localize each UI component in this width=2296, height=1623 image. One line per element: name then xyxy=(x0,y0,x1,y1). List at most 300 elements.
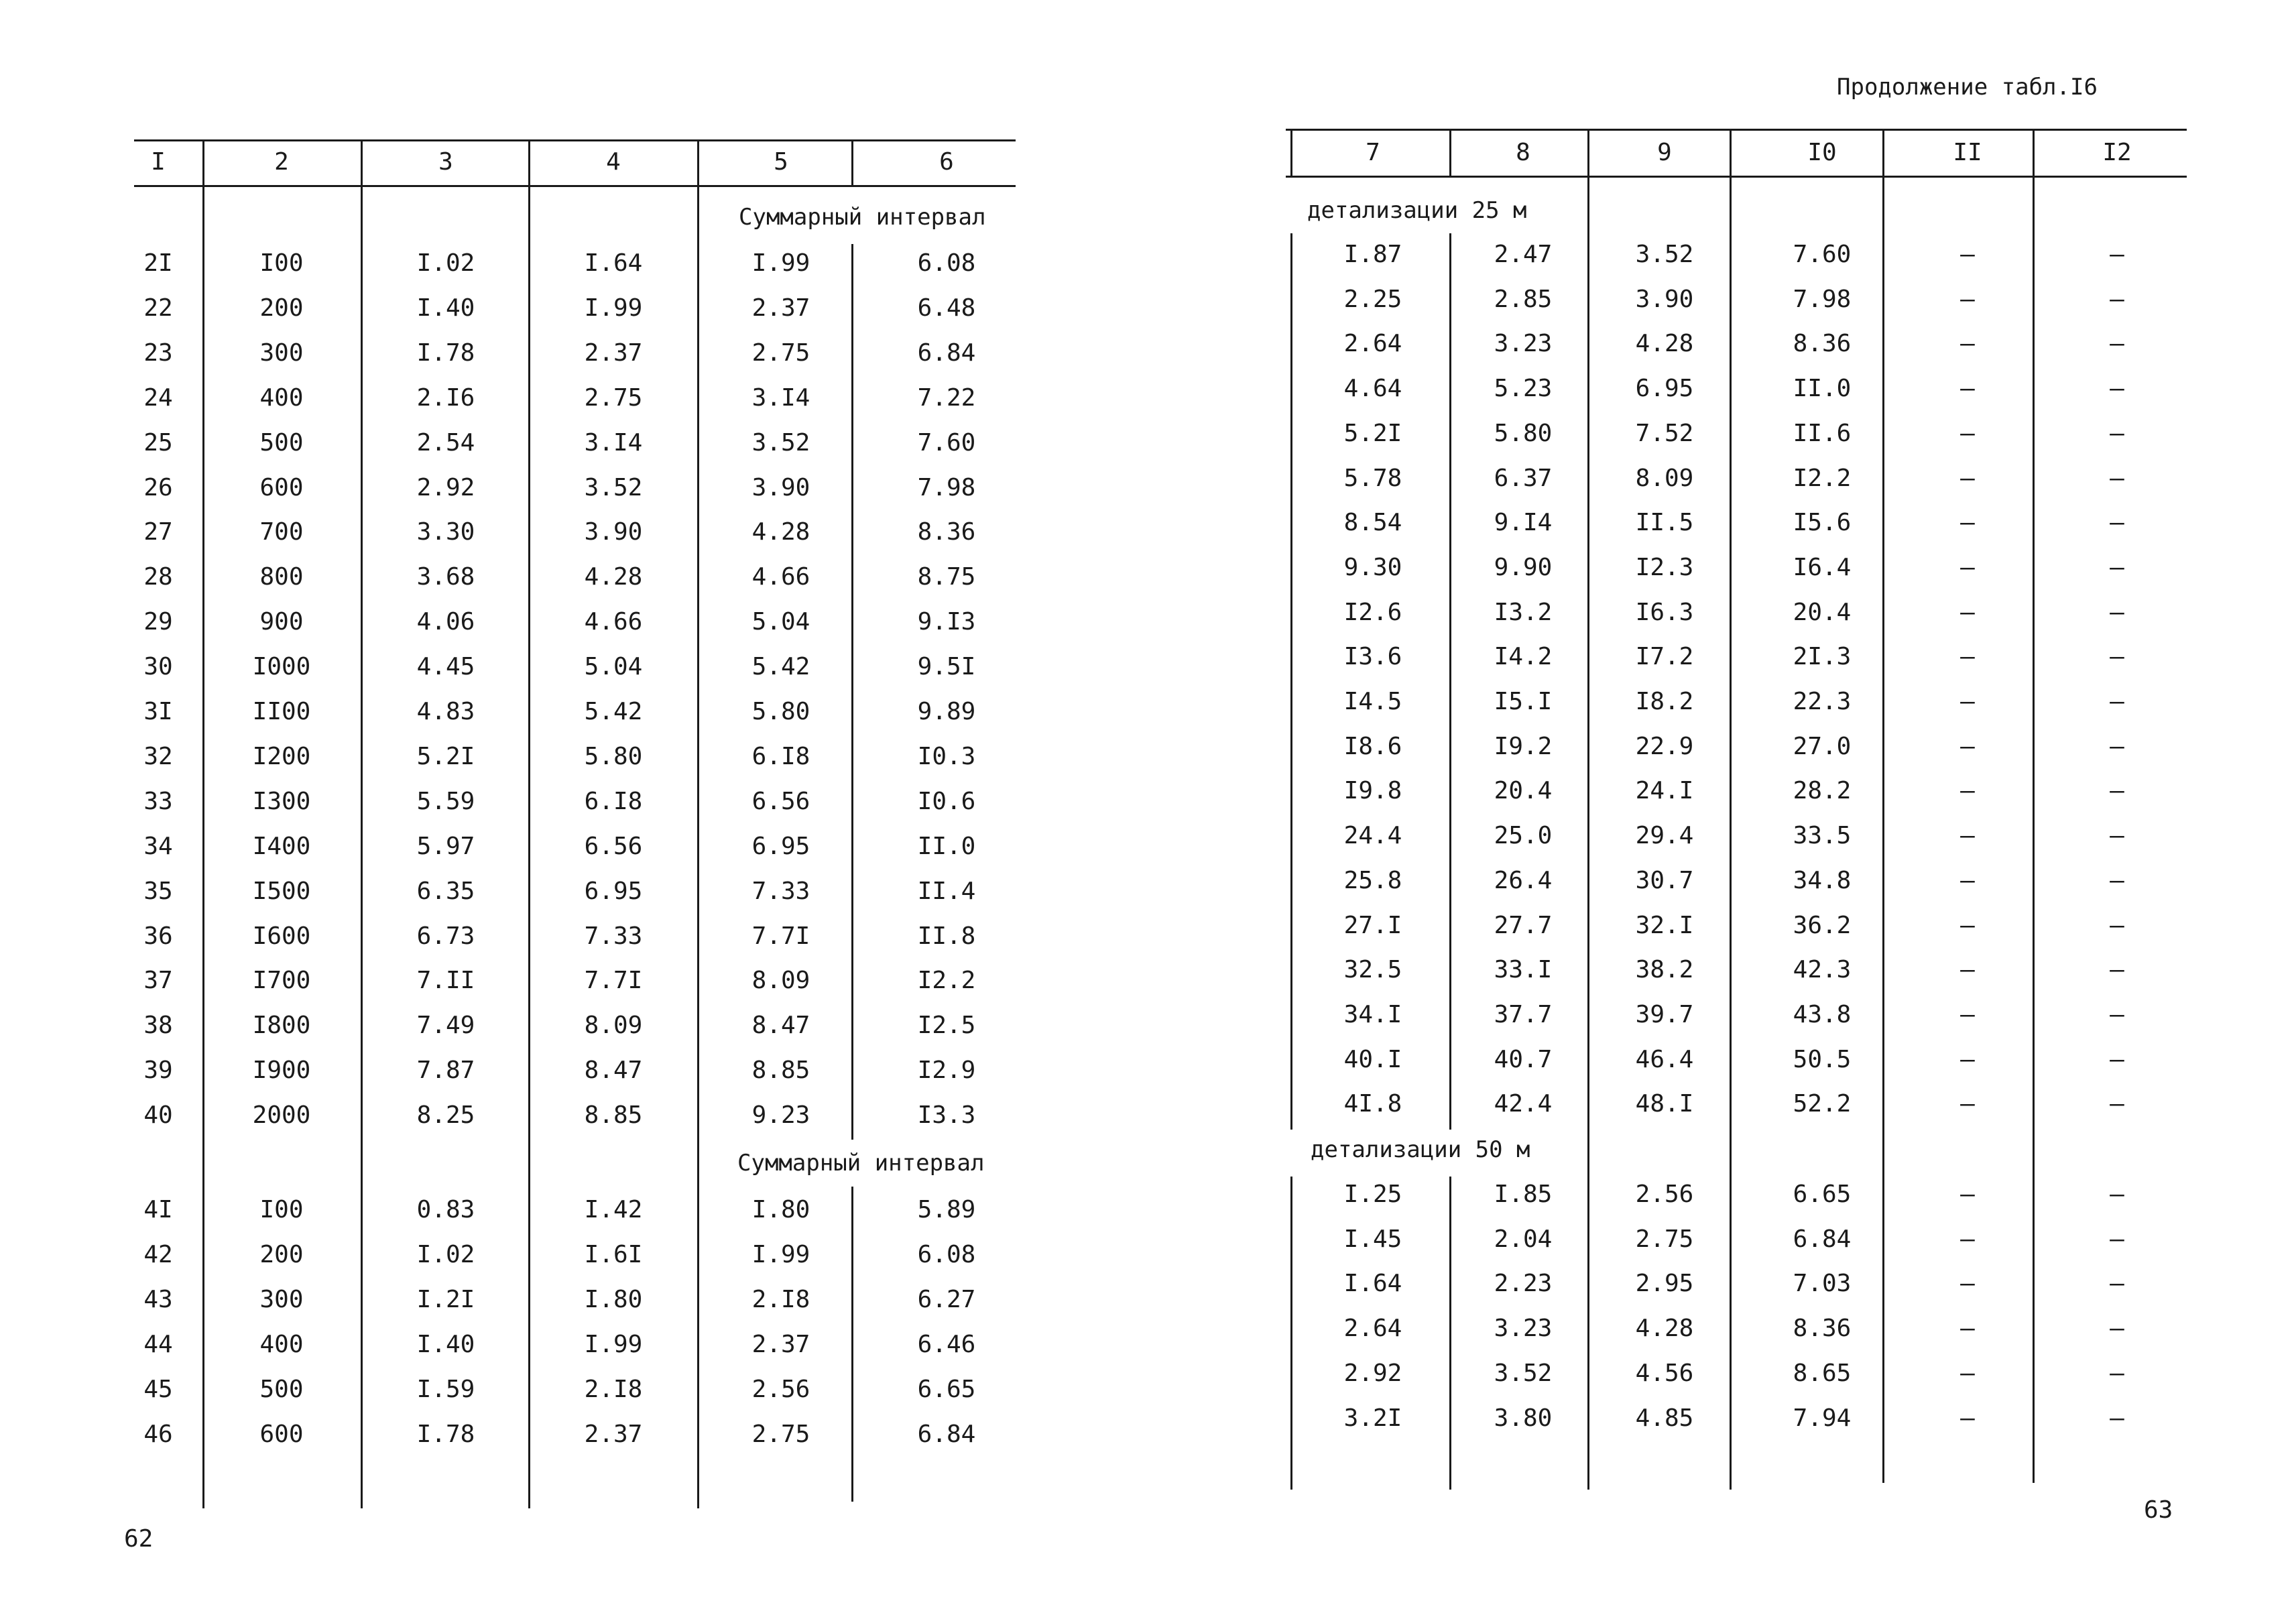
left_page-table-cell: 8.85 xyxy=(584,1101,643,1130)
right_page-table-cell: I6.3 xyxy=(1635,598,1694,626)
left_page-table-cell: 22 xyxy=(143,294,173,322)
right_page-table-cell: 3.80 xyxy=(1494,1404,1553,1432)
right_page-table-cell: II.5 xyxy=(1635,509,1694,537)
left_page-header-cell: 2 xyxy=(274,148,289,176)
left_page-rule-header xyxy=(134,185,1016,187)
right_page-table-cell: 3.52 xyxy=(1635,241,1694,268)
left_page-table-cell: 6.48 xyxy=(917,294,976,322)
left_page-table-cell: 8.47 xyxy=(751,1012,810,1040)
left_page-table-cell: 8.09 xyxy=(584,1012,643,1040)
left_page-table-cell: 8.47 xyxy=(584,1057,643,1085)
left_page-table-cell: 46 xyxy=(143,1420,173,1448)
right_page-table-cell: 32.5 xyxy=(1343,956,1402,984)
right_page-table-cell: 4.28 xyxy=(1635,330,1694,358)
right_page-table-cell: I2.2 xyxy=(1793,464,1852,492)
left_page-column-separator xyxy=(528,139,530,1508)
left_page-table-cell: 42 xyxy=(143,1240,173,1268)
left_page-table-cell: I300 xyxy=(252,787,311,815)
left_page-table-cell: I.64 xyxy=(584,249,643,277)
right_page-table-cell: – xyxy=(2110,509,2124,537)
left_page-table-cell: 7.49 xyxy=(416,1012,475,1040)
left_page-table-cell: 44 xyxy=(143,1330,173,1358)
left_page-table-cell: I00 xyxy=(259,249,304,277)
left_page-table-cell: 3.30 xyxy=(416,518,475,546)
right_page-table-cell: 6.37 xyxy=(1494,464,1553,492)
left_page-table-cell: II00 xyxy=(252,698,311,725)
right_page-table-cell: 4.56 xyxy=(1635,1359,1694,1387)
left_page-table-cell: 9.23 xyxy=(751,1101,810,1130)
left_page-table-cell: I0.6 xyxy=(917,787,976,815)
left_page-table-cell: I2.9 xyxy=(917,1057,976,1085)
left_page-table-cell: 2I xyxy=(143,249,173,277)
right_page-table-cell: – xyxy=(2110,1045,2124,1073)
right_page-table-cell: – xyxy=(1960,911,1975,939)
left_page-table-cell: 7.87 xyxy=(416,1057,475,1085)
left_page-table-cell: 40 xyxy=(143,1101,173,1130)
right_page-table-cell: 43.8 xyxy=(1793,1000,1852,1028)
left_page-table-cell: I.02 xyxy=(416,249,475,277)
left_page-table-cell: 5.04 xyxy=(584,653,643,681)
left_page-table-cell: 3.I4 xyxy=(584,428,643,457)
right_page-table-cell: – xyxy=(1960,1270,1975,1298)
left_page-table-cell: I.40 xyxy=(416,294,475,322)
right_page-table-cell: – xyxy=(2110,1359,2124,1387)
right_page-table-cell: – xyxy=(1960,777,1975,805)
right_page-table-cell: – xyxy=(2110,1090,2124,1118)
left_page-column-separator xyxy=(202,139,204,1508)
page-number-left: 62 xyxy=(124,1525,154,1553)
left_page-table-cell: 33 xyxy=(143,787,173,815)
right_page-table-cell: 2.75 xyxy=(1635,1225,1694,1253)
left_page-table-cell: 25 xyxy=(143,428,173,457)
left_page-table-cell: 2000 xyxy=(252,1101,311,1130)
right_page-table-cell: 2.47 xyxy=(1494,241,1553,268)
left_page-table-cell: 2.56 xyxy=(751,1375,810,1403)
right_page-table-cell: I8.2 xyxy=(1635,688,1694,715)
right_page-table-cell: I2.3 xyxy=(1635,553,1694,581)
right_page-table-cell: 4I.8 xyxy=(1343,1090,1402,1118)
right_page-table-cell: – xyxy=(1960,866,1975,894)
left_page-table-cell: I000 xyxy=(252,653,311,681)
right_page-table-cell: 3.23 xyxy=(1494,330,1553,358)
left_page-table-cell: I0.3 xyxy=(917,742,976,770)
right_page-table-cell: 9.30 xyxy=(1343,553,1402,581)
left_page-table-cell: I900 xyxy=(252,1057,311,1085)
left_page-table-cell: II.8 xyxy=(917,922,976,950)
right_page-table-cell: – xyxy=(1960,732,1975,760)
left_page-table-cell: 8.75 xyxy=(917,563,976,591)
left_page-table-cell: 7.22 xyxy=(917,383,976,412)
right_page-table-cell: 28.2 xyxy=(1793,777,1852,805)
right_page-table-cell: 27.I xyxy=(1343,911,1402,939)
left_page-table-cell: 400 xyxy=(259,1330,304,1358)
right_page-table-cell: 6.84 xyxy=(1793,1225,1852,1253)
right_page-table-cell: 32.I xyxy=(1635,911,1694,939)
right_page-table-cell: – xyxy=(2110,732,2124,760)
left_page-table-cell: 200 xyxy=(259,1240,304,1268)
left_page-table-cell: 3.52 xyxy=(751,428,810,457)
right_page-table-cell: – xyxy=(1960,1045,1975,1073)
right_page-table-cell: 9.I4 xyxy=(1494,509,1553,537)
right_page-table-cell: – xyxy=(1960,1315,1975,1343)
left_page-table-cell: 300 xyxy=(259,339,304,367)
right_page-table-cell: II.6 xyxy=(1793,419,1852,447)
left_page-table-cell: 8.25 xyxy=(416,1101,475,1130)
right_page-column-separator xyxy=(1882,129,1884,1483)
right_page-table-cell: 7.98 xyxy=(1793,285,1852,313)
right_page-table-cell: – xyxy=(2110,911,2124,939)
left_page-table-cell: I.6I xyxy=(584,1240,643,1268)
left_page-table-cell: 6.08 xyxy=(917,249,976,277)
left_page-header-cell: 4 xyxy=(606,148,621,176)
left_page-table-cell: 3.68 xyxy=(416,563,475,591)
right_page-header-cell: I2 xyxy=(2102,139,2132,166)
right_page-table-cell: 38.2 xyxy=(1635,956,1694,984)
left_page-table-cell: 5.42 xyxy=(751,653,810,681)
right_page-table-cell: 48.I xyxy=(1635,1090,1694,1118)
left_page-table-cell: 45 xyxy=(143,1375,173,1403)
left_page-table-cell: 2.I8 xyxy=(584,1375,643,1403)
right_page-table-cell: – xyxy=(2110,1225,2124,1253)
left_page-table-cell: I800 xyxy=(252,1012,311,1040)
left_page-table-cell: 500 xyxy=(259,428,304,457)
left_page-table-cell: I3.3 xyxy=(917,1101,976,1130)
left_page-table-cell: 6.I8 xyxy=(751,742,810,770)
right_page-table-cell: – xyxy=(2110,1000,2124,1028)
left_page-table-cell: 5.42 xyxy=(584,698,643,725)
left_page-table-cell: 6.I8 xyxy=(584,787,643,815)
left_page-table-cell: 6.46 xyxy=(917,1330,976,1358)
left_page-header-cell: 6 xyxy=(939,148,954,176)
right_page-table-cell: 4.64 xyxy=(1343,375,1402,403)
right_page-table-cell: 25.0 xyxy=(1494,822,1553,850)
right_page-table-cell: – xyxy=(1960,241,1975,268)
right_page-table-cell: 34.I xyxy=(1343,1000,1402,1028)
left_page-table-cell: I.80 xyxy=(751,1196,810,1223)
right_page-table-cell: 6.95 xyxy=(1635,375,1694,403)
left_page-table-cell: 26 xyxy=(143,473,173,501)
left_page-table-cell: I.40 xyxy=(416,1330,475,1358)
left_page-table-cell: 7.7I xyxy=(584,967,643,995)
left_page-table-cell: 3I xyxy=(143,698,173,725)
left_page-table-cell: I.42 xyxy=(584,1196,643,1223)
right_page-table-cell: – xyxy=(2110,866,2124,894)
right_page-table-cell: – xyxy=(1960,1181,1975,1208)
left_page-table-cell: 200 xyxy=(259,294,304,322)
left_page-table-cell: I.59 xyxy=(416,1375,475,1403)
right_page-table-cell: – xyxy=(1960,464,1975,492)
left_page-table-cell: 5.97 xyxy=(416,832,475,860)
right_page-table-cell: 24.4 xyxy=(1343,822,1402,850)
right_page-table-cell: I5.I xyxy=(1494,688,1553,715)
left_page-table-cell: 9.I3 xyxy=(917,608,976,636)
left_page-header-cell: 3 xyxy=(438,148,453,176)
left_page-header-cell: I xyxy=(151,148,166,176)
right_page-table-cell: – xyxy=(2110,956,2124,984)
left_page-table-cell: 6.73 xyxy=(416,922,475,950)
right_page-table-cell: – xyxy=(2110,553,2124,581)
left_page-table-cell: 6.56 xyxy=(584,832,643,860)
right_page-table-cell: I.25 xyxy=(1343,1181,1402,1208)
left_page-table-cell: 2.37 xyxy=(751,1330,810,1358)
right_page-table-cell: – xyxy=(1960,1404,1975,1432)
right_page-column-separator xyxy=(1449,1177,1451,1490)
right_page-table-cell: 42.4 xyxy=(1494,1090,1553,1118)
left_page-table-cell: 27 xyxy=(143,518,173,546)
right_page-table-cell: 9.90 xyxy=(1494,553,1553,581)
right_page-table-cell: 7.03 xyxy=(1793,1270,1852,1298)
right_page-table-cell: 8.36 xyxy=(1793,330,1852,358)
right_page-table-cell: 5.80 xyxy=(1494,419,1553,447)
left_page-table-cell: 5.04 xyxy=(751,608,810,636)
right_page-table-cell: 4.85 xyxy=(1635,1404,1694,1432)
left_page-table-cell: 4.28 xyxy=(584,563,643,591)
right_page-table-cell: 26.4 xyxy=(1494,866,1553,894)
left_page-table-cell: 6.84 xyxy=(917,1420,976,1448)
left_page-table-cell: 9.89 xyxy=(917,698,976,725)
left_page-table-cell: I400 xyxy=(252,832,311,860)
left_page-table-cell: I.2I xyxy=(416,1285,475,1313)
left_page-table-cell: 8.85 xyxy=(751,1057,810,1085)
right_page-table-cell: 25.8 xyxy=(1343,866,1402,894)
left_page-table-cell: I2.5 xyxy=(917,1012,976,1040)
left_page-table-cell: 2.75 xyxy=(584,383,643,412)
right_page-table-cell: – xyxy=(2110,1315,2124,1343)
right_page-table-cell: 52.2 xyxy=(1793,1090,1852,1118)
right_page-table-cell: 2.64 xyxy=(1343,1315,1402,1343)
right_page-table-cell: 34.8 xyxy=(1793,866,1852,894)
left_page-table-cell: 3.90 xyxy=(751,473,810,501)
right_page-table-cell: I3.2 xyxy=(1494,598,1553,626)
right_page-table-cell: – xyxy=(1960,956,1975,984)
right_page-table-cell: I3.6 xyxy=(1343,643,1402,671)
left_page-table-cell: I.78 xyxy=(416,1420,475,1448)
left_page-table-cell: 3.90 xyxy=(584,518,643,546)
left_page-table-cell: I.78 xyxy=(416,339,475,367)
right_page-table-cell: 2.92 xyxy=(1343,1359,1402,1387)
left_page-table-cell: 43 xyxy=(143,1285,173,1313)
right_page-table-cell: 22.9 xyxy=(1635,732,1694,760)
right_page-column-separator xyxy=(1587,129,1589,1490)
left_page-table-cell: 2.I6 xyxy=(416,383,475,412)
left_page-table-cell: 500 xyxy=(259,1375,304,1403)
right_page-table-cell: 33.I xyxy=(1494,956,1553,984)
left_page-table-cell: II.0 xyxy=(917,832,976,860)
left_page-column-separator xyxy=(851,139,853,185)
left_page-table-cell: 6.56 xyxy=(751,787,810,815)
right_page-table-cell: – xyxy=(1960,1225,1975,1253)
left_page-table-cell: 6.35 xyxy=(416,877,475,905)
left_page-table-cell: 7.60 xyxy=(917,428,976,457)
right_page-table-cell: – xyxy=(2110,1181,2124,1208)
left_page-table-cell: 39 xyxy=(143,1057,173,1085)
right_page-table-cell: I5.6 xyxy=(1793,509,1852,537)
right_page-table-cell: – xyxy=(1960,598,1975,626)
right_page-table-cell: 40.I xyxy=(1343,1045,1402,1073)
right_page-table-cell: 29.4 xyxy=(1635,822,1694,850)
right_page-table-cell: 42.3 xyxy=(1793,956,1852,984)
right_page-table-cell: 6.65 xyxy=(1793,1181,1852,1208)
left_page-table-cell: I00 xyxy=(259,1196,304,1223)
right_page-header-cell: 7 xyxy=(1366,139,1380,166)
left_page-table-cell: 29 xyxy=(143,608,173,636)
right_page-table-cell: – xyxy=(2110,1270,2124,1298)
right_page-table-cell: – xyxy=(2110,375,2124,403)
table-caption: Продолжение табл.I6 xyxy=(1837,74,2098,101)
left_page-table-cell: 4.66 xyxy=(584,608,643,636)
left_page-table-cell: 600 xyxy=(259,473,304,501)
left_page-table-cell: 5.89 xyxy=(917,1196,976,1223)
right_page-table-cell: – xyxy=(2110,464,2124,492)
right_page-table-cell: 39.7 xyxy=(1635,1000,1694,1028)
right_page-column-separator xyxy=(1730,129,1732,1490)
left_page-table-cell: 4I xyxy=(143,1196,173,1223)
right_page-table-cell: 40.7 xyxy=(1494,1045,1553,1073)
right_page-column-separator xyxy=(1290,1177,1292,1490)
right_page-table-cell: 27.0 xyxy=(1793,732,1852,760)
right_page-table-cell: 7.60 xyxy=(1793,241,1852,268)
right_page-section-title: детализации 25 м xyxy=(1307,197,1527,224)
right_page-rule-header xyxy=(1286,176,2187,178)
right_page-table-cell: 36.2 xyxy=(1793,911,1852,939)
right_page-table-cell: – xyxy=(1960,285,1975,313)
right_page-table-cell: I.64 xyxy=(1343,1270,1402,1298)
left_page-table-cell: 300 xyxy=(259,1285,304,1313)
right_page-table-cell: II.0 xyxy=(1793,375,1852,403)
left_page-table-cell: 4.66 xyxy=(751,563,810,591)
right_page-table-cell: 24.I xyxy=(1635,777,1694,805)
right_page-table-cell: 4.28 xyxy=(1635,1315,1694,1343)
left_page-table-cell: 34 xyxy=(143,832,173,860)
left_page-table-cell: 2.75 xyxy=(751,1420,810,1448)
right_page-table-cell: – xyxy=(2110,330,2124,358)
left_page-table-cell: I.02 xyxy=(416,1240,475,1268)
right_page-table-cell: 33.5 xyxy=(1793,822,1852,850)
right_page-table-cell: – xyxy=(2110,1404,2124,1432)
right_page-table-cell: 2.85 xyxy=(1494,285,1553,313)
left_page-section-title: Суммарный интервал xyxy=(739,204,986,231)
right_page-table-cell: I2.6 xyxy=(1343,598,1402,626)
left_page-column-separator xyxy=(361,139,363,1508)
right_page-table-cell: I8.6 xyxy=(1343,732,1402,760)
right_page-header-cell: 8 xyxy=(1516,139,1530,166)
left_page-table-cell: 2.54 xyxy=(416,428,475,457)
right_page-section-title: детализации 50 м xyxy=(1311,1136,1530,1163)
right_page-table-cell: – xyxy=(1960,375,1975,403)
left_page-table-cell: I200 xyxy=(252,742,311,770)
right_page-table-cell: – xyxy=(1960,1000,1975,1028)
left_page-table-cell: 38 xyxy=(143,1012,173,1040)
left_page-table-cell: 5.80 xyxy=(751,698,810,725)
right_page-table-cell: 2.64 xyxy=(1343,330,1402,358)
right_page-table-cell: I4.5 xyxy=(1343,688,1402,715)
left_page-table-cell: 4.83 xyxy=(416,698,475,725)
left_page-table-cell: I600 xyxy=(252,922,311,950)
left_page-table-cell: 800 xyxy=(259,563,304,591)
left_page-table-cell: 28 xyxy=(143,563,173,591)
right_page-table-cell: – xyxy=(2110,285,2124,313)
left_page-table-cell: 6.65 xyxy=(917,1375,976,1403)
left_page-table-cell: I.99 xyxy=(584,1330,643,1358)
right_page-table-cell: I.85 xyxy=(1494,1181,1553,1208)
left_page-table-cell: 3.52 xyxy=(584,473,643,501)
left_page-table-cell: 23 xyxy=(143,339,173,367)
right_page-table-cell: 5.2I xyxy=(1343,419,1402,447)
right_page-table-cell: 3.2I xyxy=(1343,1404,1402,1432)
left_page-rule-top xyxy=(134,139,1016,141)
left_page-table-cell: 6.08 xyxy=(917,1240,976,1268)
right_page-table-cell: – xyxy=(1960,643,1975,671)
right_page-table-cell: 2.95 xyxy=(1635,1270,1694,1298)
right_page-table-cell: – xyxy=(2110,643,2124,671)
left_page-table-cell: 2.92 xyxy=(416,473,475,501)
left_page-table-cell: 700 xyxy=(259,518,304,546)
right_page-table-cell: 22.3 xyxy=(1793,688,1852,715)
left_page-column-separator xyxy=(851,1187,853,1502)
right_page-table-cell: 3.90 xyxy=(1635,285,1694,313)
left_page-table-cell: 0.83 xyxy=(416,1196,475,1223)
right_page-table-cell: 30.7 xyxy=(1635,866,1694,894)
left_page-table-cell: 900 xyxy=(259,608,304,636)
right_page-column-separator xyxy=(1290,129,1292,176)
right_page-table-cell: 20.4 xyxy=(1793,598,1852,626)
right_page-table-cell: 8.09 xyxy=(1635,464,1694,492)
left_page-table-cell: 36 xyxy=(143,922,173,950)
left_page-table-cell: 8.09 xyxy=(751,967,810,995)
left_page-column-separator xyxy=(851,244,853,1140)
left_page-column-separator xyxy=(697,139,699,1508)
left_page-header-cell: 5 xyxy=(774,148,788,176)
left_page-table-cell: 600 xyxy=(259,1420,304,1448)
left_page-table-cell: 6.27 xyxy=(917,1285,976,1313)
right_page-column-separator xyxy=(2033,129,2035,1483)
right_page-table-cell: 2.56 xyxy=(1635,1181,1694,1208)
left_page-table-cell: 24 xyxy=(143,383,173,412)
right_page-table-cell: 50.5 xyxy=(1793,1045,1852,1073)
left_page-table-cell: 7.7I xyxy=(751,922,810,950)
right_page-column-separator xyxy=(1449,129,1451,176)
right_page-table-cell: I.45 xyxy=(1343,1225,1402,1253)
page-number-right: 63 xyxy=(2144,1496,2173,1524)
right_page-table-cell: 27.7 xyxy=(1494,911,1553,939)
left_page-table-cell: 2.75 xyxy=(751,339,810,367)
right_page-header-cell: I0 xyxy=(1807,139,1837,166)
right_page-table-cell: 3.23 xyxy=(1494,1315,1553,1343)
left_page-table-cell: 4.45 xyxy=(416,653,475,681)
right_page-column-separator xyxy=(1290,233,1292,1130)
right_page-table-cell: 8.65 xyxy=(1793,1359,1852,1387)
left_page-table-cell: I.99 xyxy=(751,1240,810,1268)
right_page-table-cell: – xyxy=(2110,419,2124,447)
right_page-table-cell: 46.4 xyxy=(1635,1045,1694,1073)
left_page-table-cell: I.80 xyxy=(584,1285,643,1313)
right_page-table-cell: 20.4 xyxy=(1494,777,1553,805)
left_page-table-cell: 7.33 xyxy=(584,922,643,950)
right_page-table-cell: – xyxy=(1960,688,1975,715)
right_page-table-cell: – xyxy=(1960,509,1975,537)
right_page-table-cell: 2I.3 xyxy=(1793,643,1852,671)
right_page-table-cell: 7.52 xyxy=(1635,419,1694,447)
right_page-table-cell: 8.54 xyxy=(1343,509,1402,537)
left_page-table-cell: 3.I4 xyxy=(751,383,810,412)
left_page-table-cell: I700 xyxy=(252,967,311,995)
right_page-table-cell: – xyxy=(1960,330,1975,358)
right_page-table-cell: 8.36 xyxy=(1793,1315,1852,1343)
right_page-column-separator xyxy=(1449,233,1451,1130)
left_page-table-cell: II.4 xyxy=(917,877,976,905)
right_page-rule-top xyxy=(1286,129,2187,131)
left_page-table-cell: 6.95 xyxy=(584,877,643,905)
